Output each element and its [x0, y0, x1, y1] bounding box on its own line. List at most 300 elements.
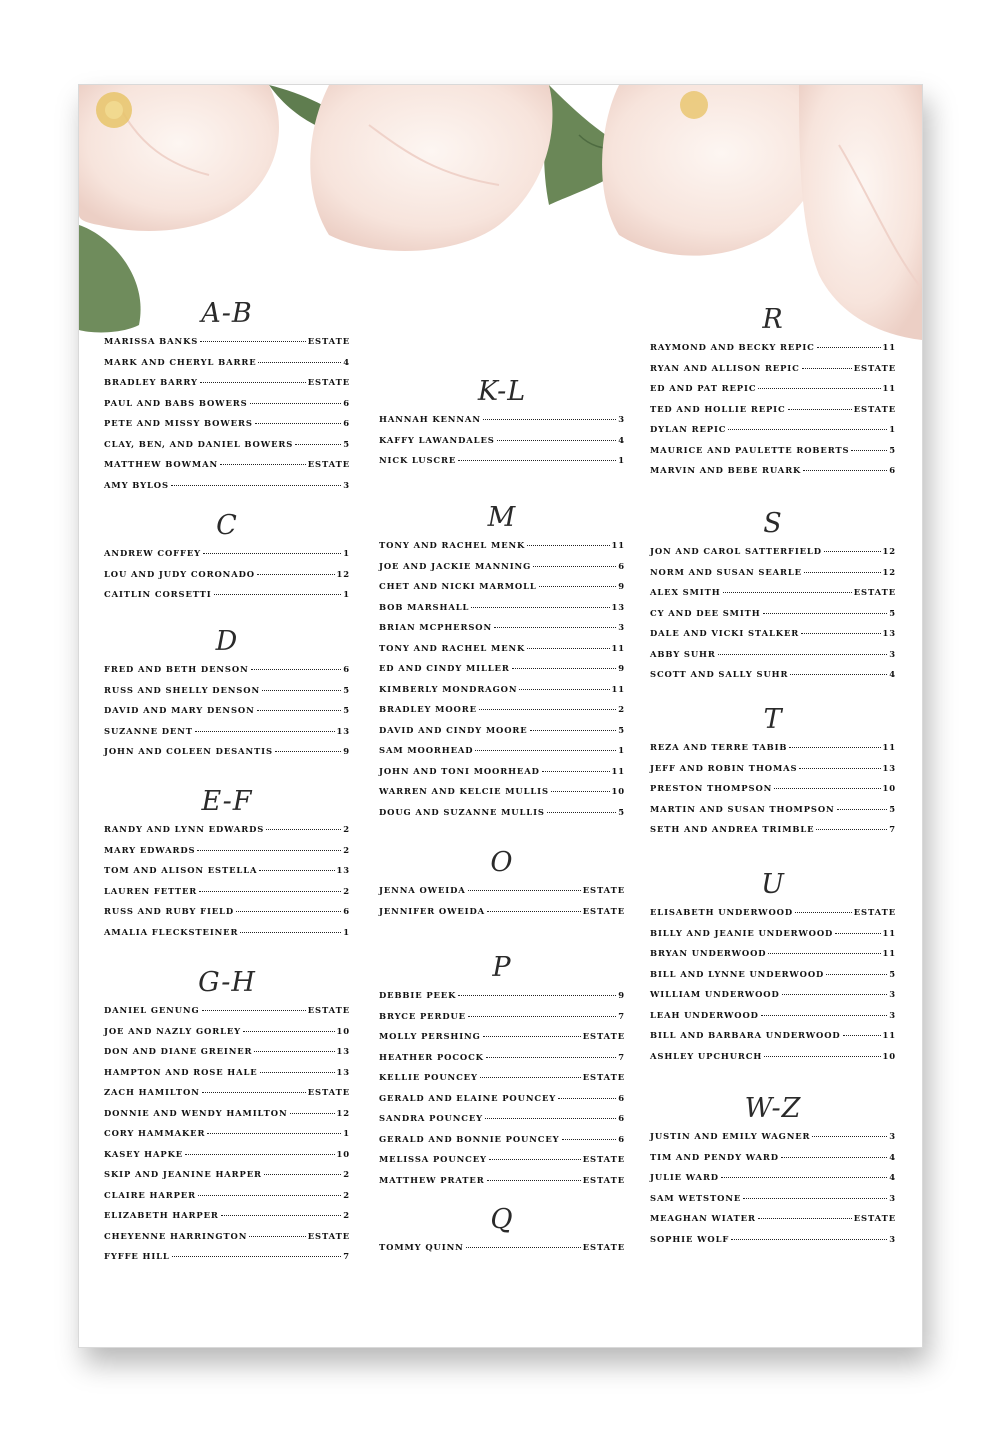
guest-entry	[104, 475, 350, 496]
guest-name: ELISABETH UNDERWOOD	[650, 907, 793, 917]
table-assignment: 1	[343, 548, 350, 558]
table-assignment: ESTATE	[307, 336, 350, 346]
table-assignment: 3	[889, 1131, 896, 1141]
dot-leader	[197, 850, 341, 851]
section-k-l	[379, 375, 625, 471]
dot-leader	[487, 1180, 581, 1181]
guest-name: CY AND DEE SMITH	[650, 607, 761, 618]
guest-entry	[650, 778, 896, 799]
section-d	[104, 625, 350, 762]
guest-entry	[379, 576, 625, 597]
guest-name: JENNA OWEIDA	[379, 885, 466, 895]
guest-entry	[104, 860, 350, 881]
guest-name: JOE AND NAZLY GORLEY	[104, 1025, 242, 1036]
table-assignment: 9	[618, 581, 625, 591]
guest-name: TOMMY QUINN	[379, 1242, 464, 1252]
guest-name: BILLY AND JEANIE UNDERWOOD	[650, 927, 834, 938]
guest-entry	[104, 721, 350, 742]
dot-leader	[249, 1236, 305, 1237]
guest-name: JULIE WARD	[650, 1172, 719, 1182]
table-assignment: ESTATE	[853, 1213, 896, 1223]
guest-entry	[379, 1088, 625, 1109]
dot-leader	[259, 870, 334, 871]
dot-leader	[200, 382, 306, 383]
guest-name: DANIEL GENUNG	[104, 1005, 200, 1015]
guest-name: JOE AND JACKIE MANNING	[379, 560, 532, 571]
guest-name: BRADLEY MOORE	[379, 704, 477, 714]
dot-leader	[802, 368, 852, 369]
table-assignment: 1	[343, 926, 350, 937]
table-assignment: 11	[882, 1030, 896, 1040]
dot-leader	[468, 890, 581, 891]
guest-name: BRYCE PERDUE	[379, 1010, 466, 1021]
dot-leader	[789, 747, 880, 748]
guest-entry	[104, 659, 350, 680]
table-assignment: 1	[618, 455, 625, 465]
dot-leader	[812, 1136, 887, 1137]
guest-entry	[650, 1005, 896, 1026]
dot-leader	[539, 586, 617, 587]
table-assignment: 6	[343, 397, 350, 408]
table-assignment: 11	[882, 927, 896, 938]
guest-name: CORY HAMMAKER	[104, 1128, 206, 1138]
guest-entry	[379, 761, 625, 782]
guest-entry	[650, 737, 896, 758]
guest-entry	[379, 556, 625, 577]
dot-leader	[198, 1195, 341, 1196]
dot-leader	[483, 1036, 581, 1037]
dot-leader	[758, 388, 880, 389]
guest-name: SAM MOORHEAD	[379, 745, 474, 755]
dot-leader	[718, 654, 888, 655]
guest-name: SANDRA POUNCEY	[379, 1113, 484, 1123]
guest-entry	[650, 337, 896, 358]
table-assignment: ESTATE	[582, 1154, 625, 1164]
table-assignment: ESTATE	[582, 1242, 625, 1252]
dot-leader	[497, 440, 617, 441]
dot-leader	[266, 829, 341, 830]
dot-leader	[257, 574, 335, 575]
guest-name: TOM AND ALISON ESTELLA	[104, 865, 258, 875]
guest-name: SCOTT AND SALLY SUHR	[650, 669, 789, 679]
guest-entry	[379, 781, 625, 802]
table-assignment: 11	[611, 765, 625, 776]
dot-leader	[243, 1031, 334, 1032]
dot-leader	[527, 648, 609, 649]
table-assignment: 5	[889, 444, 896, 455]
guest-name: LEAH UNDERWOOD	[650, 1009, 759, 1020]
guest-name: MELISSA POUNCEY	[379, 1154, 487, 1164]
guest-entry	[379, 1149, 625, 1170]
guest-name: JENNIFER OWEIDA	[379, 905, 486, 916]
dot-leader	[483, 419, 616, 420]
dot-leader	[799, 768, 880, 769]
dot-leader	[471, 607, 609, 608]
table-assignment: 5	[889, 968, 896, 979]
table-assignment: ESTATE	[853, 362, 896, 373]
guest-name: HAMPTON AND ROSE HALE	[104, 1066, 258, 1077]
section-u	[650, 868, 896, 1066]
section-letter-heading: O	[490, 847, 514, 878]
guest-name: PETE AND MISSY BOWERS	[104, 418, 253, 428]
dot-leader	[551, 791, 610, 792]
guest-entry	[650, 964, 896, 985]
guest-entry	[650, 1147, 896, 1168]
dot-leader	[200, 341, 306, 342]
guest-entry	[104, 1000, 350, 1021]
guest-entry	[104, 700, 350, 721]
dot-leader	[824, 551, 881, 552]
guest-entry	[379, 1129, 625, 1150]
table-assignment: 4	[889, 1172, 896, 1182]
guest-name: DYLAN REPIC	[650, 424, 727, 434]
dot-leader	[764, 1056, 880, 1057]
dot-leader	[485, 1118, 616, 1119]
table-assignment: 11	[882, 342, 896, 352]
section-r	[650, 303, 896, 481]
section-letter-heading: A-B	[201, 298, 253, 329]
guest-entry	[104, 372, 350, 393]
table-assignment: ESTATE	[582, 1174, 625, 1185]
guest-name: BRIAN MCPHERSON	[379, 622, 493, 632]
table-assignment: ESTATE	[307, 1230, 350, 1241]
table-assignment: 13	[336, 725, 350, 736]
guest-entry	[379, 1006, 625, 1027]
guest-entry	[379, 597, 625, 618]
dot-leader	[250, 403, 342, 404]
guest-entry	[104, 1103, 350, 1124]
guest-entry	[379, 1047, 625, 1068]
guest-name: MARY EDWARDS	[104, 844, 196, 855]
dot-leader	[468, 1016, 616, 1017]
guest-entry	[104, 741, 350, 762]
table-assignment: ESTATE	[853, 403, 896, 414]
dot-leader	[519, 689, 609, 690]
table-assignment: 6	[618, 560, 625, 571]
table-assignment: 10	[336, 1025, 350, 1036]
guest-entry	[104, 543, 350, 564]
table-assignment: 12	[882, 566, 896, 577]
dot-leader	[542, 771, 610, 772]
guest-name: HANNAH KENNAN	[379, 414, 481, 424]
guest-name: WARREN AND KELCIE MULLIS	[379, 786, 549, 796]
guest-entry	[650, 923, 896, 944]
table-assignment: 10	[882, 783, 896, 793]
dot-leader	[723, 592, 852, 593]
section-m	[379, 501, 625, 822]
table-assignment: 3	[889, 648, 896, 659]
table-assignment: 1	[343, 1128, 350, 1138]
guest-entry	[379, 658, 625, 679]
guest-name: BILL AND BARBARA UNDERWOOD	[650, 1030, 841, 1040]
dot-leader	[458, 995, 616, 996]
guest-entry	[650, 460, 896, 481]
guest-entry	[650, 603, 896, 624]
section-w-z	[650, 1092, 896, 1249]
guest-entry	[104, 1226, 350, 1247]
table-assignment: ESTATE	[307, 1005, 350, 1015]
dot-leader	[816, 829, 887, 830]
section-a-b	[104, 297, 350, 495]
dot-leader	[731, 1239, 887, 1240]
guest-entry	[104, 584, 350, 605]
guest-entry	[650, 1188, 896, 1209]
section-letter-heading: W-Z	[744, 1093, 802, 1124]
table-assignment: ESTATE	[582, 1072, 625, 1082]
guest-name: MARISSA BANKS	[104, 336, 199, 346]
table-assignment: 9	[618, 663, 625, 673]
dot-leader	[788, 409, 852, 410]
dot-leader	[728, 429, 887, 430]
guest-entry	[650, 1167, 896, 1188]
dot-leader	[547, 812, 616, 813]
guest-entry	[379, 679, 625, 700]
guest-entry	[650, 664, 896, 685]
guest-entry	[650, 902, 896, 923]
table-assignment: 5	[618, 806, 625, 817]
guest-name: MATTHEW BOWMAN	[104, 459, 219, 469]
table-assignment: 6	[618, 1113, 625, 1123]
section-letter-heading: R	[762, 304, 784, 335]
guest-entry	[104, 819, 350, 840]
dot-leader	[257, 710, 342, 711]
guest-entry	[379, 1026, 625, 1047]
guest-entry	[104, 331, 350, 352]
guest-name: SAM WETSTONE	[650, 1192, 742, 1203]
guest-entry	[104, 1246, 350, 1267]
dot-leader	[774, 788, 880, 789]
dot-leader	[782, 994, 888, 995]
table-assignment: 1	[618, 745, 625, 755]
guest-name: AMALIA FLECKSTEINER	[104, 926, 239, 937]
dot-leader	[533, 566, 616, 567]
table-assignment: 5	[343, 438, 350, 449]
dot-leader	[768, 953, 880, 954]
guest-name: TIM AND PENDY WARD	[650, 1151, 779, 1162]
guest-name: KASEY HAPKE	[104, 1148, 184, 1159]
dot-leader	[487, 911, 581, 912]
dot-leader	[851, 450, 887, 451]
guest-entry	[650, 358, 896, 379]
guest-name: REZA AND TERRE TABIB	[650, 742, 788, 752]
table-assignment: 2	[618, 704, 625, 714]
dot-leader	[527, 545, 609, 546]
guest-entry	[650, 562, 896, 583]
guest-name: LOU AND JUDY CORONADO	[104, 568, 255, 579]
dot-leader	[803, 470, 887, 471]
guest-name: MARVIN AND BEBE RUARK	[650, 465, 802, 475]
table-assignment: 6	[889, 465, 896, 475]
guest-name: JOHN AND COLEEN DESANTIS	[104, 746, 273, 756]
guest-name: ZACH HAMILTON	[104, 1087, 200, 1097]
guest-entry	[379, 1067, 625, 1088]
section-letter-heading: T	[763, 704, 783, 735]
table-assignment: 5	[618, 724, 625, 735]
guest-name: DONNIE AND WENDY HAMILTON	[104, 1107, 288, 1118]
table-assignment: 3	[618, 622, 625, 632]
guest-name: ELIZABETH HARPER	[104, 1210, 219, 1220]
guest-entry	[104, 434, 350, 455]
guest-name: KIMBERLY MONDRAGON	[379, 683, 518, 694]
dot-leader	[202, 1010, 306, 1011]
table-assignment: 5	[343, 705, 350, 715]
dot-leader	[801, 633, 880, 634]
guest-name: RUSS AND RUBY FIELD	[104, 906, 235, 916]
table-assignment: 6	[618, 1133, 625, 1144]
table-assignment: 12	[336, 568, 350, 579]
dot-leader	[290, 1113, 335, 1114]
table-assignment: 13	[611, 601, 625, 612]
section-o	[379, 846, 625, 921]
table-assignment: 4	[889, 669, 896, 679]
guest-name: NICK LUSCRE	[379, 455, 457, 465]
guest-name: DOUG AND SUZANNE MULLIS	[379, 806, 545, 817]
dot-leader	[220, 464, 306, 465]
dot-leader	[475, 750, 616, 751]
guest-entry	[104, 881, 350, 902]
table-assignment: 10	[336, 1148, 350, 1159]
dot-leader	[480, 1077, 581, 1078]
guest-name: AMY BYLOS	[104, 479, 169, 490]
dot-leader	[221, 1215, 342, 1216]
table-assignment: 9	[343, 746, 350, 756]
dot-leader	[251, 669, 342, 670]
dot-leader	[258, 362, 341, 363]
dot-leader	[185, 1154, 334, 1155]
table-assignment: 2	[343, 824, 350, 834]
guest-entry	[650, 1126, 896, 1147]
dot-leader	[236, 911, 341, 912]
guest-name: RAYMOND AND BECKY REPIC	[650, 342, 815, 352]
dot-leader	[795, 912, 852, 913]
table-assignment: 5	[889, 607, 896, 618]
guest-entry	[650, 1025, 896, 1046]
guest-entry	[104, 413, 350, 434]
guest-name: DON AND DIANE GREINER	[104, 1046, 253, 1056]
guest-entry	[650, 1229, 896, 1250]
guest-entry	[379, 535, 625, 556]
guest-entry	[104, 454, 350, 475]
guest-entry	[650, 440, 896, 461]
guest-entry	[379, 450, 625, 471]
dot-leader	[172, 1256, 342, 1257]
table-assignment: 3	[343, 479, 350, 490]
section-letter-heading: C	[216, 510, 238, 541]
dot-leader	[486, 1057, 616, 1058]
guest-name: ED AND CINDY MILLER	[379, 663, 510, 673]
guest-entry	[104, 1082, 350, 1103]
section-q	[379, 1203, 625, 1258]
seating-chart-card	[78, 84, 923, 1348]
guest-entry	[104, 922, 350, 943]
dot-leader	[458, 460, 616, 461]
guest-name: CAITLIN CORSETTI	[104, 589, 212, 599]
dot-leader	[494, 627, 616, 628]
dot-leader	[489, 1159, 581, 1160]
guest-entry	[379, 430, 625, 451]
dot-leader	[781, 1157, 887, 1158]
section-letter-heading: G-H	[198, 967, 256, 998]
guest-entry	[104, 901, 350, 922]
table-assignment: 13	[336, 1046, 350, 1056]
guest-name: KAFFY LAWANDALES	[379, 434, 495, 445]
section-p	[379, 951, 625, 1190]
dot-leader	[202, 1092, 306, 1093]
table-assignment: 2	[343, 1210, 350, 1220]
table-assignment: ESTATE	[582, 885, 625, 895]
guest-name: SOPHIE WOLF	[650, 1233, 730, 1244]
table-assignment: 4	[618, 434, 625, 445]
guest-entry	[379, 617, 625, 638]
dot-leader	[817, 347, 881, 348]
guest-entry	[104, 1144, 350, 1165]
section-c	[104, 509, 350, 605]
table-assignment: 7	[343, 1251, 350, 1261]
table-assignment: 3	[889, 989, 896, 999]
guest-entry	[104, 1185, 350, 1206]
table-assignment: 2	[343, 1169, 350, 1179]
dot-leader	[255, 423, 342, 424]
guest-name: RYAN AND ALLISON REPIC	[650, 362, 800, 373]
guest-name: ED AND PAT REPIC	[650, 383, 757, 393]
table-assignment: 13	[336, 1066, 350, 1077]
table-assignment: 3	[618, 414, 625, 424]
table-assignment: 9	[618, 990, 625, 1000]
dot-leader	[721, 1177, 887, 1178]
table-assignment: 4	[343, 356, 350, 367]
dot-leader	[264, 1174, 341, 1175]
dot-leader	[295, 444, 341, 445]
guest-name: ANDREW COFFEY	[104, 548, 201, 558]
guest-entry	[650, 541, 896, 562]
guest-entry	[104, 1164, 350, 1185]
table-assignment: 5	[343, 684, 350, 695]
section-s	[650, 507, 896, 685]
guest-name: MOLLY PERSHING	[379, 1031, 481, 1041]
dot-leader	[790, 674, 887, 675]
guest-entry	[104, 1123, 350, 1144]
dot-leader	[254, 1051, 334, 1052]
dot-leader	[275, 751, 341, 752]
section-letter-heading: M	[487, 502, 517, 533]
table-assignment: 5	[889, 803, 896, 814]
guest-name: MEAGHAN WIATER	[650, 1213, 756, 1223]
table-assignment: ESTATE	[307, 1087, 350, 1097]
table-assignment: 4	[889, 1151, 896, 1162]
guest-entry	[379, 1108, 625, 1129]
dot-leader	[835, 933, 880, 934]
guest-entry	[379, 802, 625, 823]
guest-name: NORM AND SUSAN SEARLE	[650, 566, 802, 577]
guest-name: WILLIAM UNDERWOOD	[650, 989, 780, 999]
guest-name: CHEYENNE HARRINGTON	[104, 1230, 248, 1241]
guest-name: ABBY SUHR	[650, 648, 716, 659]
guest-name: MAURICE AND PAULETTE ROBERTS	[650, 444, 850, 455]
section-g-h	[104, 966, 350, 1267]
dot-leader	[562, 1139, 617, 1140]
table-assignment: 13	[336, 865, 350, 875]
dot-leader	[826, 974, 887, 975]
guest-name: JOHN AND TONI MOORHEAD	[379, 765, 540, 776]
table-assignment: 1	[889, 424, 896, 434]
guest-name: TONY AND RACHEL MENK	[379, 642, 526, 653]
table-assignment: 2	[343, 844, 350, 855]
guest-name: SKIP AND JEANINE HARPER	[104, 1169, 262, 1179]
table-assignment: ESTATE	[307, 377, 350, 387]
table-assignment: 11	[882, 742, 896, 752]
dot-leader	[262, 690, 341, 691]
dot-leader	[763, 613, 888, 614]
